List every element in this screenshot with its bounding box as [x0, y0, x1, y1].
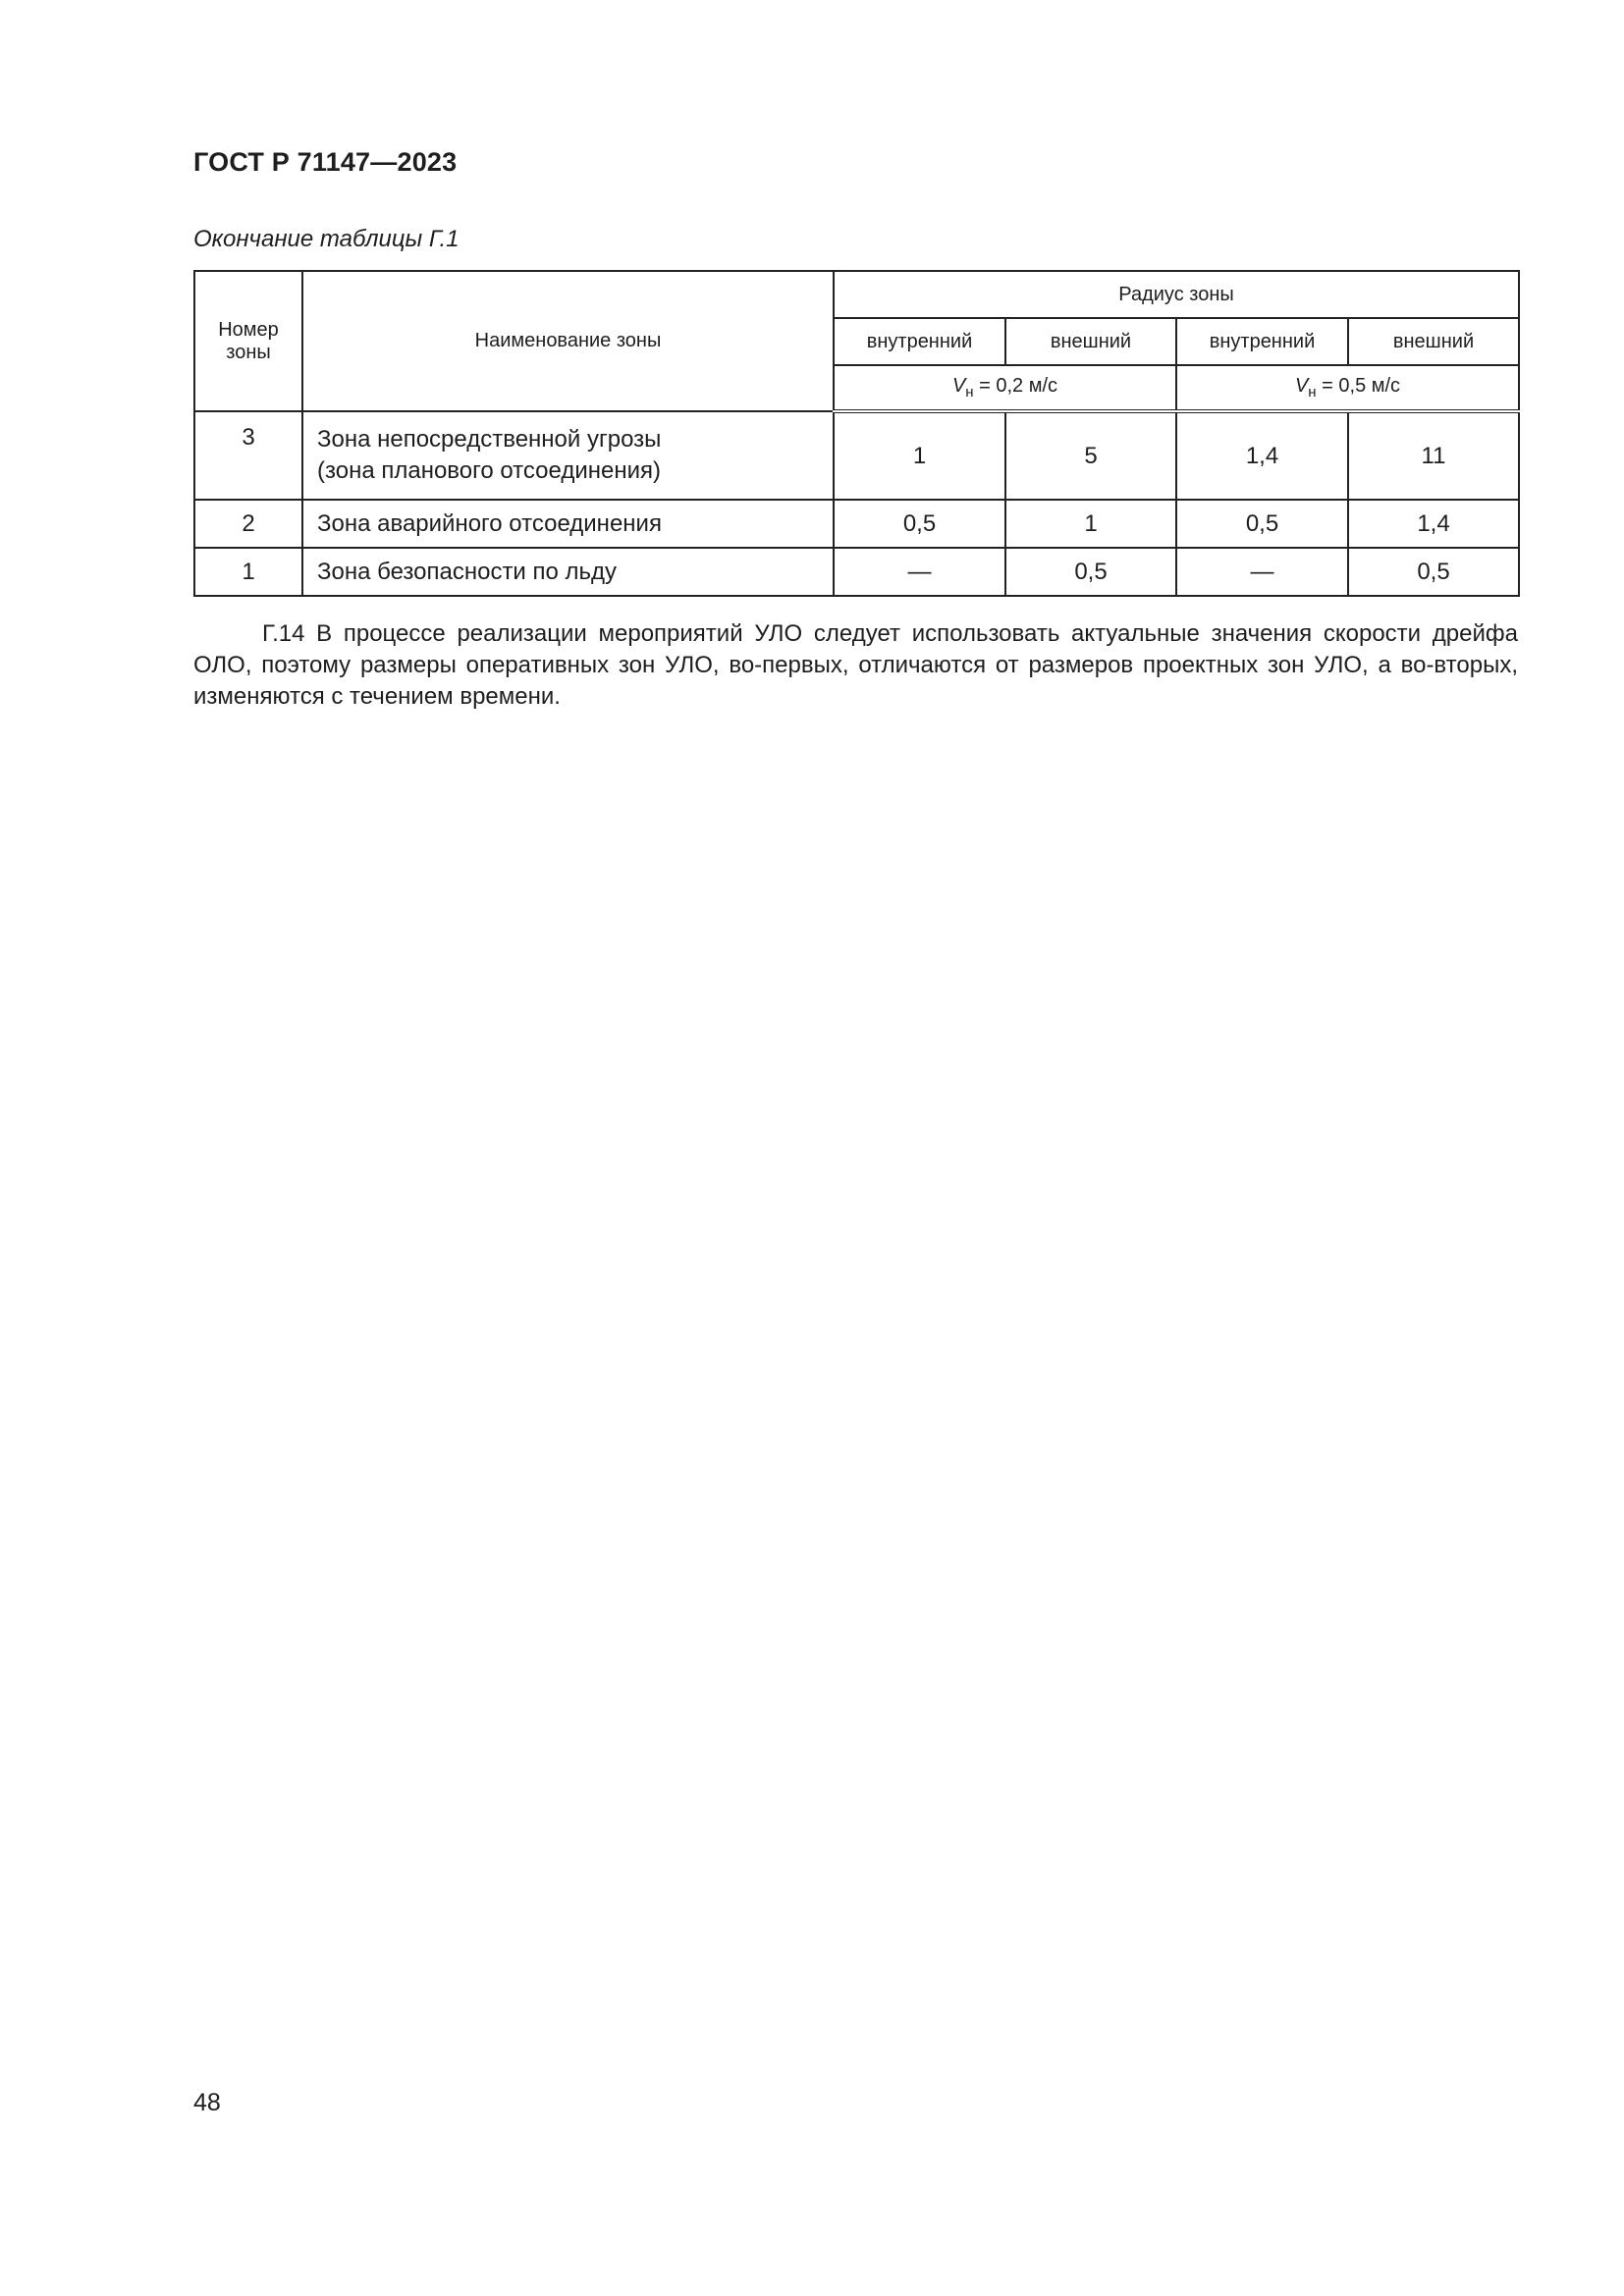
header-speed-2: $V_н = 0,5$ м/с — [1176, 365, 1519, 411]
speed-symbol: $V_н$ — [951, 375, 974, 400]
zone-number-cell: 2 — [194, 500, 302, 548]
table-row — [194, 411, 1519, 500]
outer-radius-1-cell: 1 — [1005, 500, 1176, 548]
header-speed-1: $V_н = 0,2$ м/с — [834, 365, 1176, 411]
outer-radius-1-cell: 5 — [1005, 411, 1176, 500]
header-outer-2: внешний — [1348, 318, 1519, 365]
header-inner-2: внутренний — [1176, 318, 1348, 365]
inner-radius-2-cell: — — [1176, 548, 1348, 596]
table-row — [194, 500, 1519, 548]
header-zone-radius: Радиус зоны — [834, 271, 1519, 318]
zone-name-cell: Зона аварийного отсоединения — [302, 500, 834, 548]
table-caption: Окончание таблицы Г.1 — [193, 226, 460, 252]
table-row — [194, 548, 1519, 596]
header-outer-1: внешний — [1005, 318, 1176, 365]
inner-radius-2-cell: 1,4 — [1176, 411, 1348, 500]
outer-radius-2-cell: 1,4 — [1348, 500, 1519, 548]
header-zone-number: Номер зоны — [194, 271, 302, 411]
body-paragraph: Г.14 В процессе реализации мероприятий УЛО следует использовать актуальные значения скорости дрейфа ОЛО, поэтому размеры оперативных зон УЛО, во-первых, отличаются от размеров проектных зон УЛО, а во-вторых, изменяются с течением времени. — [193, 620, 1518, 710]
header-inner-1: внутренний — [834, 318, 1005, 365]
header-zone-name: Наименование зоны — [302, 271, 834, 411]
document-header: ГОСТ Р 71147—2023 — [193, 147, 458, 177]
outer-radius-1-cell: 0,5 — [1005, 548, 1176, 596]
zone-number-cell: 1 — [194, 548, 302, 596]
inner-radius-1-cell: 0,5 — [834, 500, 1005, 548]
inner-radius-2-cell: 0,5 — [1176, 500, 1348, 548]
inner-radius-1-cell: 1 — [834, 411, 1005, 500]
zone-number-cell: 3 — [194, 411, 302, 500]
outer-radius-2-cell: 0,5 — [1348, 548, 1519, 596]
speed-symbol: $V_н$ — [1294, 375, 1317, 400]
outer-radius-2-cell: 11 — [1348, 411, 1519, 500]
zone-name-cell: Зона безопасности по льду — [302, 548, 834, 596]
page-number: 48 — [193, 2089, 221, 2116]
zones-table — [193, 270, 1520, 597]
table-header-row — [194, 271, 1519, 318]
zone-name-cell: Зона непосредственной угрозы (зона планового отсоединения) — [302, 411, 834, 500]
inner-radius-1-cell: — — [834, 548, 1005, 596]
